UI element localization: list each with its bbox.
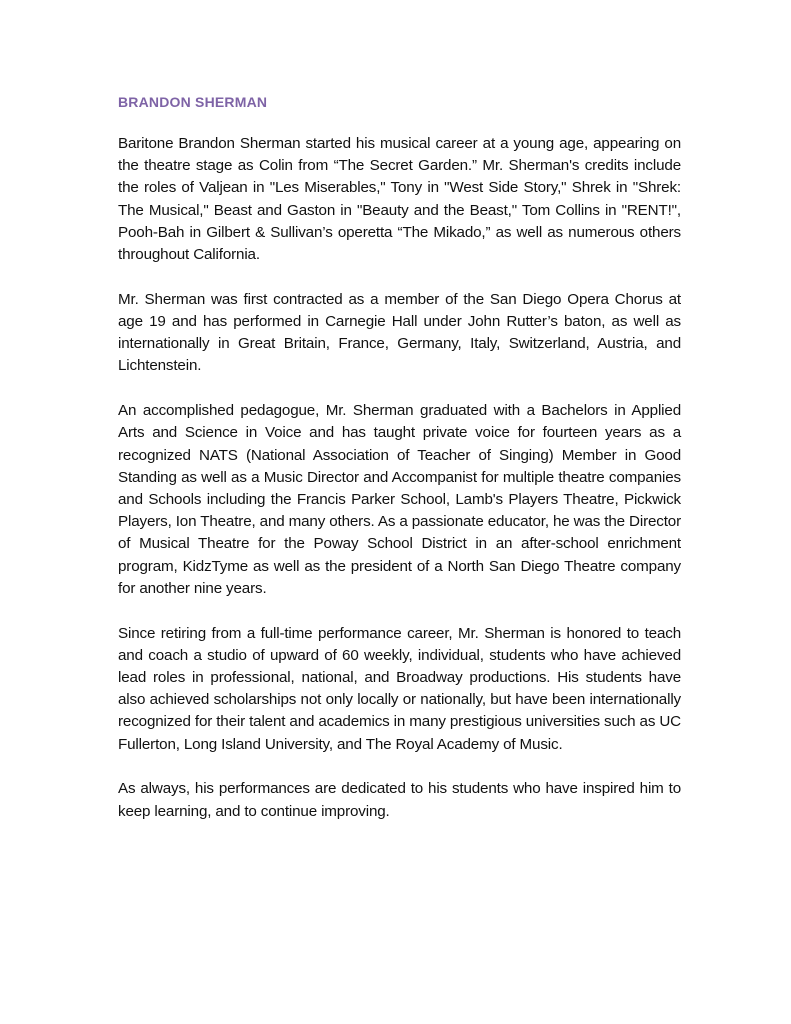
document-page — [118, 93, 681, 845]
paragraph-studio: Since retiring from a full-time performance career, Mr. Sherman is honored to teach and coach a studio of upward of 60 weekly, individual, students who have achieved lead roles in professional, national, and Broadway productions. His students have also achieved scholarships not only locally or nationally, but have been internationally recognized for their talent and academics in many prestigious universities such as UC Fullerton, Long Island University, and The Royal Academy of Music. — [118, 624, 681, 753]
paragraph-pedagogue: An accomplished pedagogue, Mr. Sherman graduated with a Bachelors in Applied Arts and Science in Voice and has taught private voice for fourteen years as a recognized NATS (National Association of Teacher of Singing) Member in Good Standing as well as a Music Director and Accompanist for multiple theatre companies and Schools including the Francis Parker School, Lamb's Players Theatre, Pickwick Players, Ion Theatre, and many others. As a passionate educator, he was the Director of Musical Theatre for the Poway School District in an after-school enrichment program, KidzTyme as well as the president of a North San Diego Theatre company for another nine years. — [118, 402, 681, 597]
paragraph-opera-chorus: Mr. Sherman was first contracted as a member of the San Diego Opera Chorus at age 19 and has performed in Carnegie Hall under John Rutter’s baton, as well as internationally in Great Britain, France, Germany, Italy, Switzerland, Austria, and Lichtenstein. — [118, 290, 681, 375]
paragraph-closing: As always, his performances are dedicated to his students who have inspired him to keep learning, and to continue improving. — [118, 780, 681, 820]
document-heading: BRANDON SHERMAN — [118, 94, 268, 110]
paragraph-early-career: Baritone Brandon Sherman started his musical career at a young age, appearing on the theatre stage as Colin from “The Secret Garden.” Mr. Sherman's credits include the roles of Valjean in "Les Miserables," Tony in "West Side Story," Shrek in "Shrek: The Musical," Beast and Gaston in "Beauty and the Beast," Tom Collins in "RENT!", Pooh-Bah in Gilbert & Sullivan’s operetta “The Mikado,” as well as numerous others throughout California. — [118, 135, 681, 264]
